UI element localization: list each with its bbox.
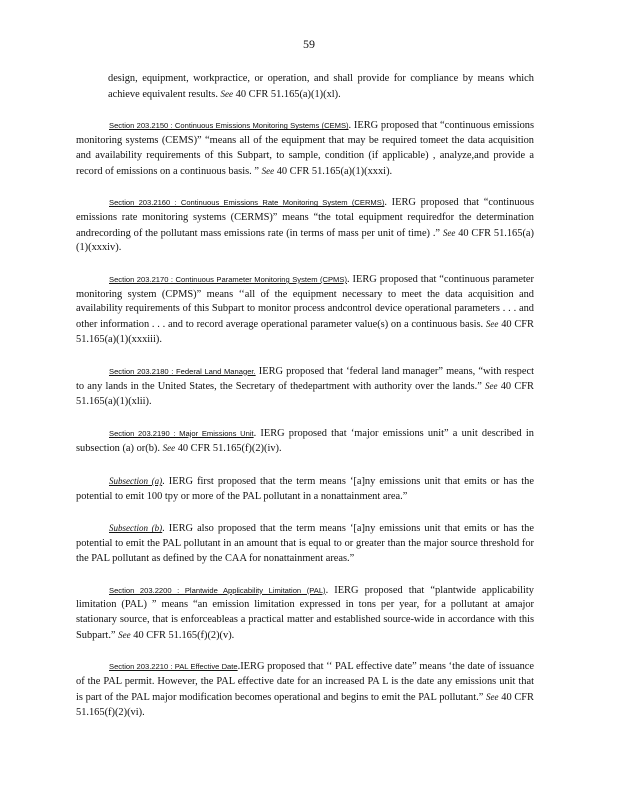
see-signal: See — [485, 381, 498, 392]
section-heading: Section 203.2180 : Federal Land Manager. — [109, 366, 256, 376]
section-heading: Section 203.2190 : Major Emissions Unit — [109, 428, 254, 438]
section-heading: Section 203.2170 : Continuous Parameter Monitoring System (CPMS) — [109, 275, 347, 285]
paragraph-text: . IERG proposed that ‘major emissions unit” a unit described in subsection (a) or(b). — [76, 427, 534, 455]
paragraph-text: design, equipment, workpractice, or operation, and shall provide for compliance by means which achieve equivalent results. — [108, 73, 534, 100]
paragraph-major-emissions-unit — [76, 427, 534, 457]
see-signal: See — [442, 227, 456, 238]
citation: 40 CFR 51.165(f)(2)(vi). — [76, 691, 534, 718]
subsection-heading: Subsection (b) — [109, 523, 163, 534]
see-signal: See — [162, 443, 176, 454]
see-signal: See — [261, 165, 275, 176]
section-heading: Section 203.2160 : Continuous Emissions Rate Monitoring System (CERMS) — [109, 198, 385, 208]
see-signal: See — [220, 88, 234, 99]
citation: 40 CFR 51.165(a)(1)(xlii). — [76, 381, 534, 407]
subsection-heading: Subsection (a) — [109, 476, 163, 487]
section-heading: Section 203.2200 : Plantwide Applicability Limitation (PAL) — [109, 585, 326, 595]
citation: 40 CFR 51.165(a)(1)(xxxiv). — [76, 227, 534, 254]
paragraph-pal — [76, 584, 534, 644]
paragraph-text: . IERG proposed that “plantwide applicability limitation (PAL) ” means “an emission limitation expressed in tons per year, for a pollutant at amajor stationary source, that is enforceableas a practical matter and established source-wide in accordance with this Subpart.” — [76, 584, 534, 641]
paragraph-pal-effective-date — [76, 660, 534, 720]
see-signal: See — [485, 319, 499, 330]
section-heading: Section 203.2150 : Continuous Emissions Monitoring Systems (CEMS) — [109, 121, 349, 131]
paragraph-text: . IERG first proposed that the term means ‘[a]ny emissions unit that emits or has the potential to emit 100 tpy or more of the PAL pollutant in a nonattainment area.” — [76, 476, 534, 502]
paragraph-text: .IERG proposed that ‘‘ PAL effective date” means ‘the date of issuance of the PAL permit. However, the PAL effective date for an increased PA L is the date any emissions unit that is part of the PAL major modification becomes operational and begins to emit the PAL pollutant.” — [76, 661, 534, 703]
paragraph-text: . IERG proposed that “continuous emissions rate monitoring systems (CERMS)” means “the total equipment requiredfor the determination andrecording of the pollutant mass emissions rate (in terms of mass per unit of time) .” — [76, 197, 534, 239]
citation: 40 CFR 51.165(a)(1)(xxxiii). — [76, 319, 534, 345]
paragraph-text: . IERG proposed that “continuous emissions monitoring systems (CEMS)” “means all of the equipment that may be required tomeet the data acquisition and availability requirements of this Subpart, to sample, condition (if applicable) , analyze,and provide a record of emissions on a continuous basis. ” — [76, 120, 535, 177]
section-heading: Section 203.2210 : PAL Effective Date — [109, 662, 238, 672]
citation: 40 CFR 51.165(a)(1)(xl). — [235, 88, 341, 100]
paragraph-cerms — [76, 196, 534, 256]
paragraph-cpms — [76, 273, 534, 348]
citation: 40 CFR 51.165(a)(1)(xxxi). — [276, 165, 393, 177]
citation: 40 CFR 51.165(f)(2)(v). — [133, 629, 235, 641]
page-number: 59 — [303, 37, 315, 51]
paragraph-text: . IERG proposed that “continuous parameter monitoring system (CPMS)” means ‘‘all of the equipment necessary to meet the data acquisition and availability requirements of this Subpart to monitor process andcontrol device operational parameters . . . and other information . . . and to record average operational parameter value(s) on a continuous basis. — [76, 274, 534, 331]
paragraph-text: IERG proposed that ‘federal land manager” means, “with respect to any lands in the United States, the Secretary of thedepartment with authority over the lands.” — [76, 365, 534, 393]
paragraph-federal-land-manager — [76, 365, 534, 410]
paragraph-continuation — [76, 72, 534, 102]
paragraph-text: . IERG also proposed that the term means ‘[a]ny emissions unit that emits or has the potential to emit the PAL pollutant in an amount that is equal to or greater than the major source threshold for the PAL pollutant as defined by the CAA for nonattainment areas.” — [76, 523, 534, 564]
paragraph-cems — [76, 119, 534, 179]
see-signal: See — [118, 629, 131, 640]
paragraph-subsection-b — [76, 521, 534, 566]
citation: 40 CFR 51.165(f)(2)(iv). — [177, 443, 282, 455]
see-signal: See — [486, 691, 499, 702]
document-body — [76, 72, 534, 737]
paragraph-subsection-a — [76, 474, 534, 504]
